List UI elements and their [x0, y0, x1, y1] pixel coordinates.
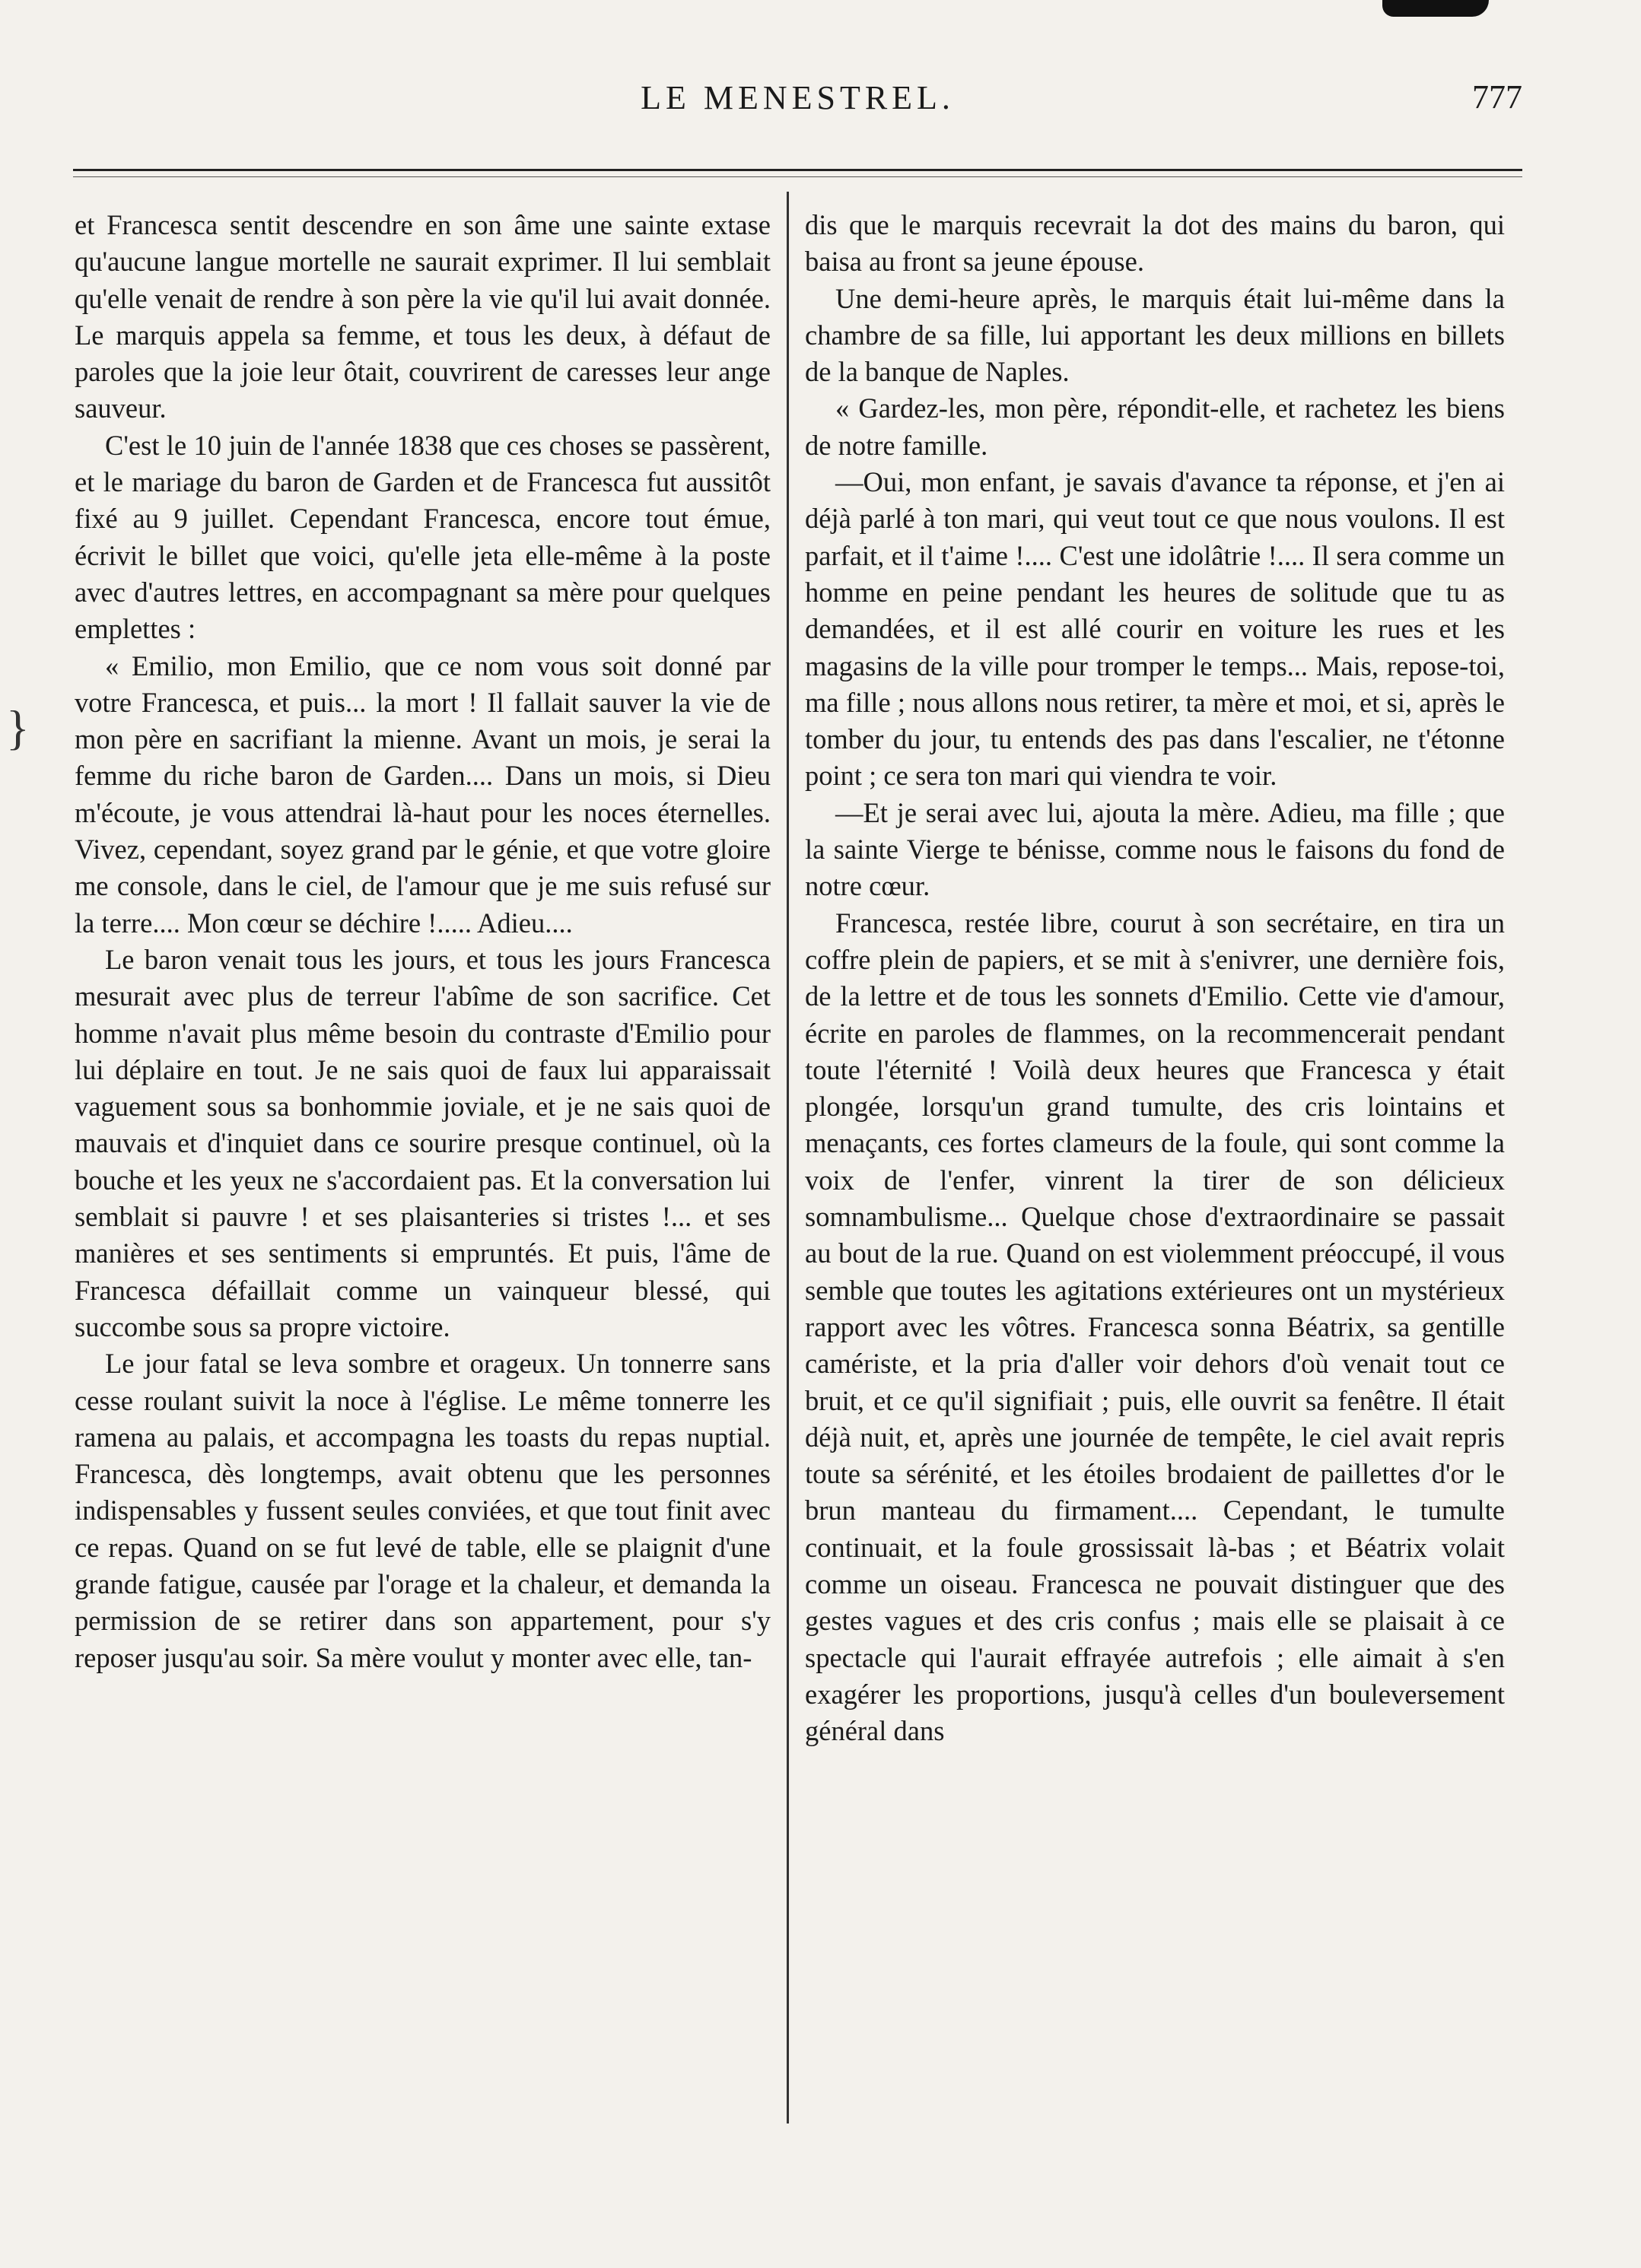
journal-title: LE MENESTREL.: [641, 78, 955, 116]
margin-mark: }: [6, 700, 30, 754]
paragraph: Le jour fatal se leva sombre et orageux. Un tonnerre sans cesse roulant suivit la noce à l'église. Le même tonnerre les ramena au palais, et accompagna les toasts du repas nuptial. Francesca, dès longtemps, avait obtenu que les personnes indispensables y fussent seules conviées, et que tout finit avec ce repas. Quand on se fut levé de table, elle se plaignit d'une grande fatigue, causée par l'orage et la chaleur, et demanda la permission de se retirer dans son appartement, pour s'y reposer jusqu'au soir. Sa mère voulut y monter avec elle, tan-: [75, 1348, 771, 1673]
paragraph: Le baron venait tous les jours, et tous les jours Francesca mesurait avec plus de terreur l'abîme de son sacrifice. Cet homme n'avait plus même besoin du contraste d'Emilio pour lui déplaire en tout. Je ne sais quoi de faux lui apparaissait vaguement sous sa bonhommie joviale, et je ne sais quoi de mauvais et d'inquiet dans ce sourire presque continuel, où la bouche et les yeux ne s'accordaient pas. Et la conversation lui semblait si pauvre ! et ses plaisanteries si tristes !... et ses manières et ses sentiments si empruntés. Et puis, l'âme de Francesca défaillait comme un vainqueur blessé, qui succombe sous sa propre victoire.: [75, 943, 771, 1342]
paragraph: « Emilio, mon Emilio, que ce nom vous soit donné par votre Francesca, et puis... la mort ! Il fallait sauver la vie de mon père en sacrifiant la mienne. Avant un mois, je serai la femme du riche baron de Garden.... Dans un mois, si Dieu m'écoute, je vous attendrai là-haut pour les noces éternelles. Vivez, cependant, soyez grand par le génie, et que votre gloire me console, dans le ciel, de l'amour que je me suis refusé sur la terre.... Mon cœur se déchire !..... Adieu....: [75, 650, 771, 939]
ink-blot: [1382, 0, 1489, 17]
paragraph: Francesca, restée libre, courut à son secrétaire, en tira un coffre plein de papiers, et se mit à s'enivrer, une dernière fois, de la lettre et de tous les sonnets d'Emilio. Cette vie d'amour, écrite en paroles de flammes, on la recommencerait pendant toute l'éternité ! Voilà deux heures que Francesca y était plongée, lorsqu'un grand tumulte, des cris lointains et menaçants, ces fortes clameurs de la foule, qui sont comme la voix de l'enfer, vinrent la tirer de son délicieux somnambulisme... Quelque chose d'extraordinaire se passait au bout de la rue. Quand on est violemment préoccupé, il vous semble que toutes les agitations extérieures ont un mystérieux rapport avec les vôtres. Francesca sonna Béatrix, sa gentille camériste, et la pria d'aller voir dehors d'où venait tout ce bruit, et ce qu'il signifiait ; puis, elle ouvrit sa fenêtre. Il était déjà nuit, et, après une journée de tempête, le ciel avait repris toute sa sérénité, et les étoiles brodaient de paillettes d'or le brun manteau du firmament.... Cependant, le tumulte continuait, et la foule grossissait là-bas ; et Béatrix volait comme un oiseau. Francesca ne pouvait distinguer que des gestes vagues et des cris confus ; mais elle se plaisait à ce spectacle qui l'aurait effrayée autrefois ; elle aimait à s'en exagérer les proportions, jusqu'à celles d'un bouleversement général dans: [805, 907, 1505, 1747]
page-number: 777: [1472, 78, 1522, 116]
paragraph: C'est le 10 juin de l'année 1838 que ces choses se passèrent, et le mariage du baron de Garden et de Francesca fut aussitôt fixé au 9 juillet. Cependant Francesca, encore tout émue, écrivit le billet que voici, qu'elle jeta elle-même à la poste avec d'autres lettres, en accompagnant sa mère pour quelques emplettes :: [75, 429, 771, 645]
header-rule: [73, 169, 1522, 171]
right-column: [805, 207, 1505, 1749]
paragraph: —Et je serai avec lui, ajouta la mère. Adieu, ma fille ; que la sainte Vierge te bénisse, comme nous le faisons du fond de notre cœur.: [805, 796, 1505, 902]
left-column: [75, 207, 771, 1676]
column-divider: [787, 192, 789, 2123]
page-header: [73, 75, 1522, 120]
paragraph: —Oui, mon enfant, je savais d'avance ta réponse, et j'en ai déjà parlé à ton mari, qui veut tout ce que nous voulons. Il est parfait, et il t'aime !.... C'est une idolâtrie !.... Il sera comme un homme en peine pendant les heures de solitude que tu as demandées, et il est allé courir en voiture les rues et les magasins de la ville pour tromper le temps... Mais, repose-toi, ma fille ; nous allons nous retirer, ta mère et moi, et si, après le tomber du jour, tu entends des pas dans l'escalier, ne t'étonne point ; ce sera ton mari qui viendra te voir.: [805, 466, 1505, 792]
paragraph: « Gardez-les, mon père, répondit-elle, et rachetez les biens de notre famille.: [805, 392, 1505, 461]
paragraph: et Francesca sentit descendre en son âme une sainte extase qu'aucune langue mortelle ne saurait exprimer. Il lui semblait qu'elle venait de rendre à son père la vie qu'il lui avait donnée. Le marquis appela sa femme, et tous les deux, à défaut de paroles que la joie leur ôtait, couvrirent de caresses leur ange sauveur.: [75, 209, 771, 424]
header-rule-thin: [73, 176, 1522, 177]
paragraph: dis que le marquis recevrait la dot des mains du baron, qui baisa au front sa jeune épouse.: [805, 209, 1505, 278]
paragraph: Une demi-heure après, le marquis était lui-même dans la chambre de sa fille, lui apportant les deux millions en billets de la banque de Naples.: [805, 282, 1505, 388]
